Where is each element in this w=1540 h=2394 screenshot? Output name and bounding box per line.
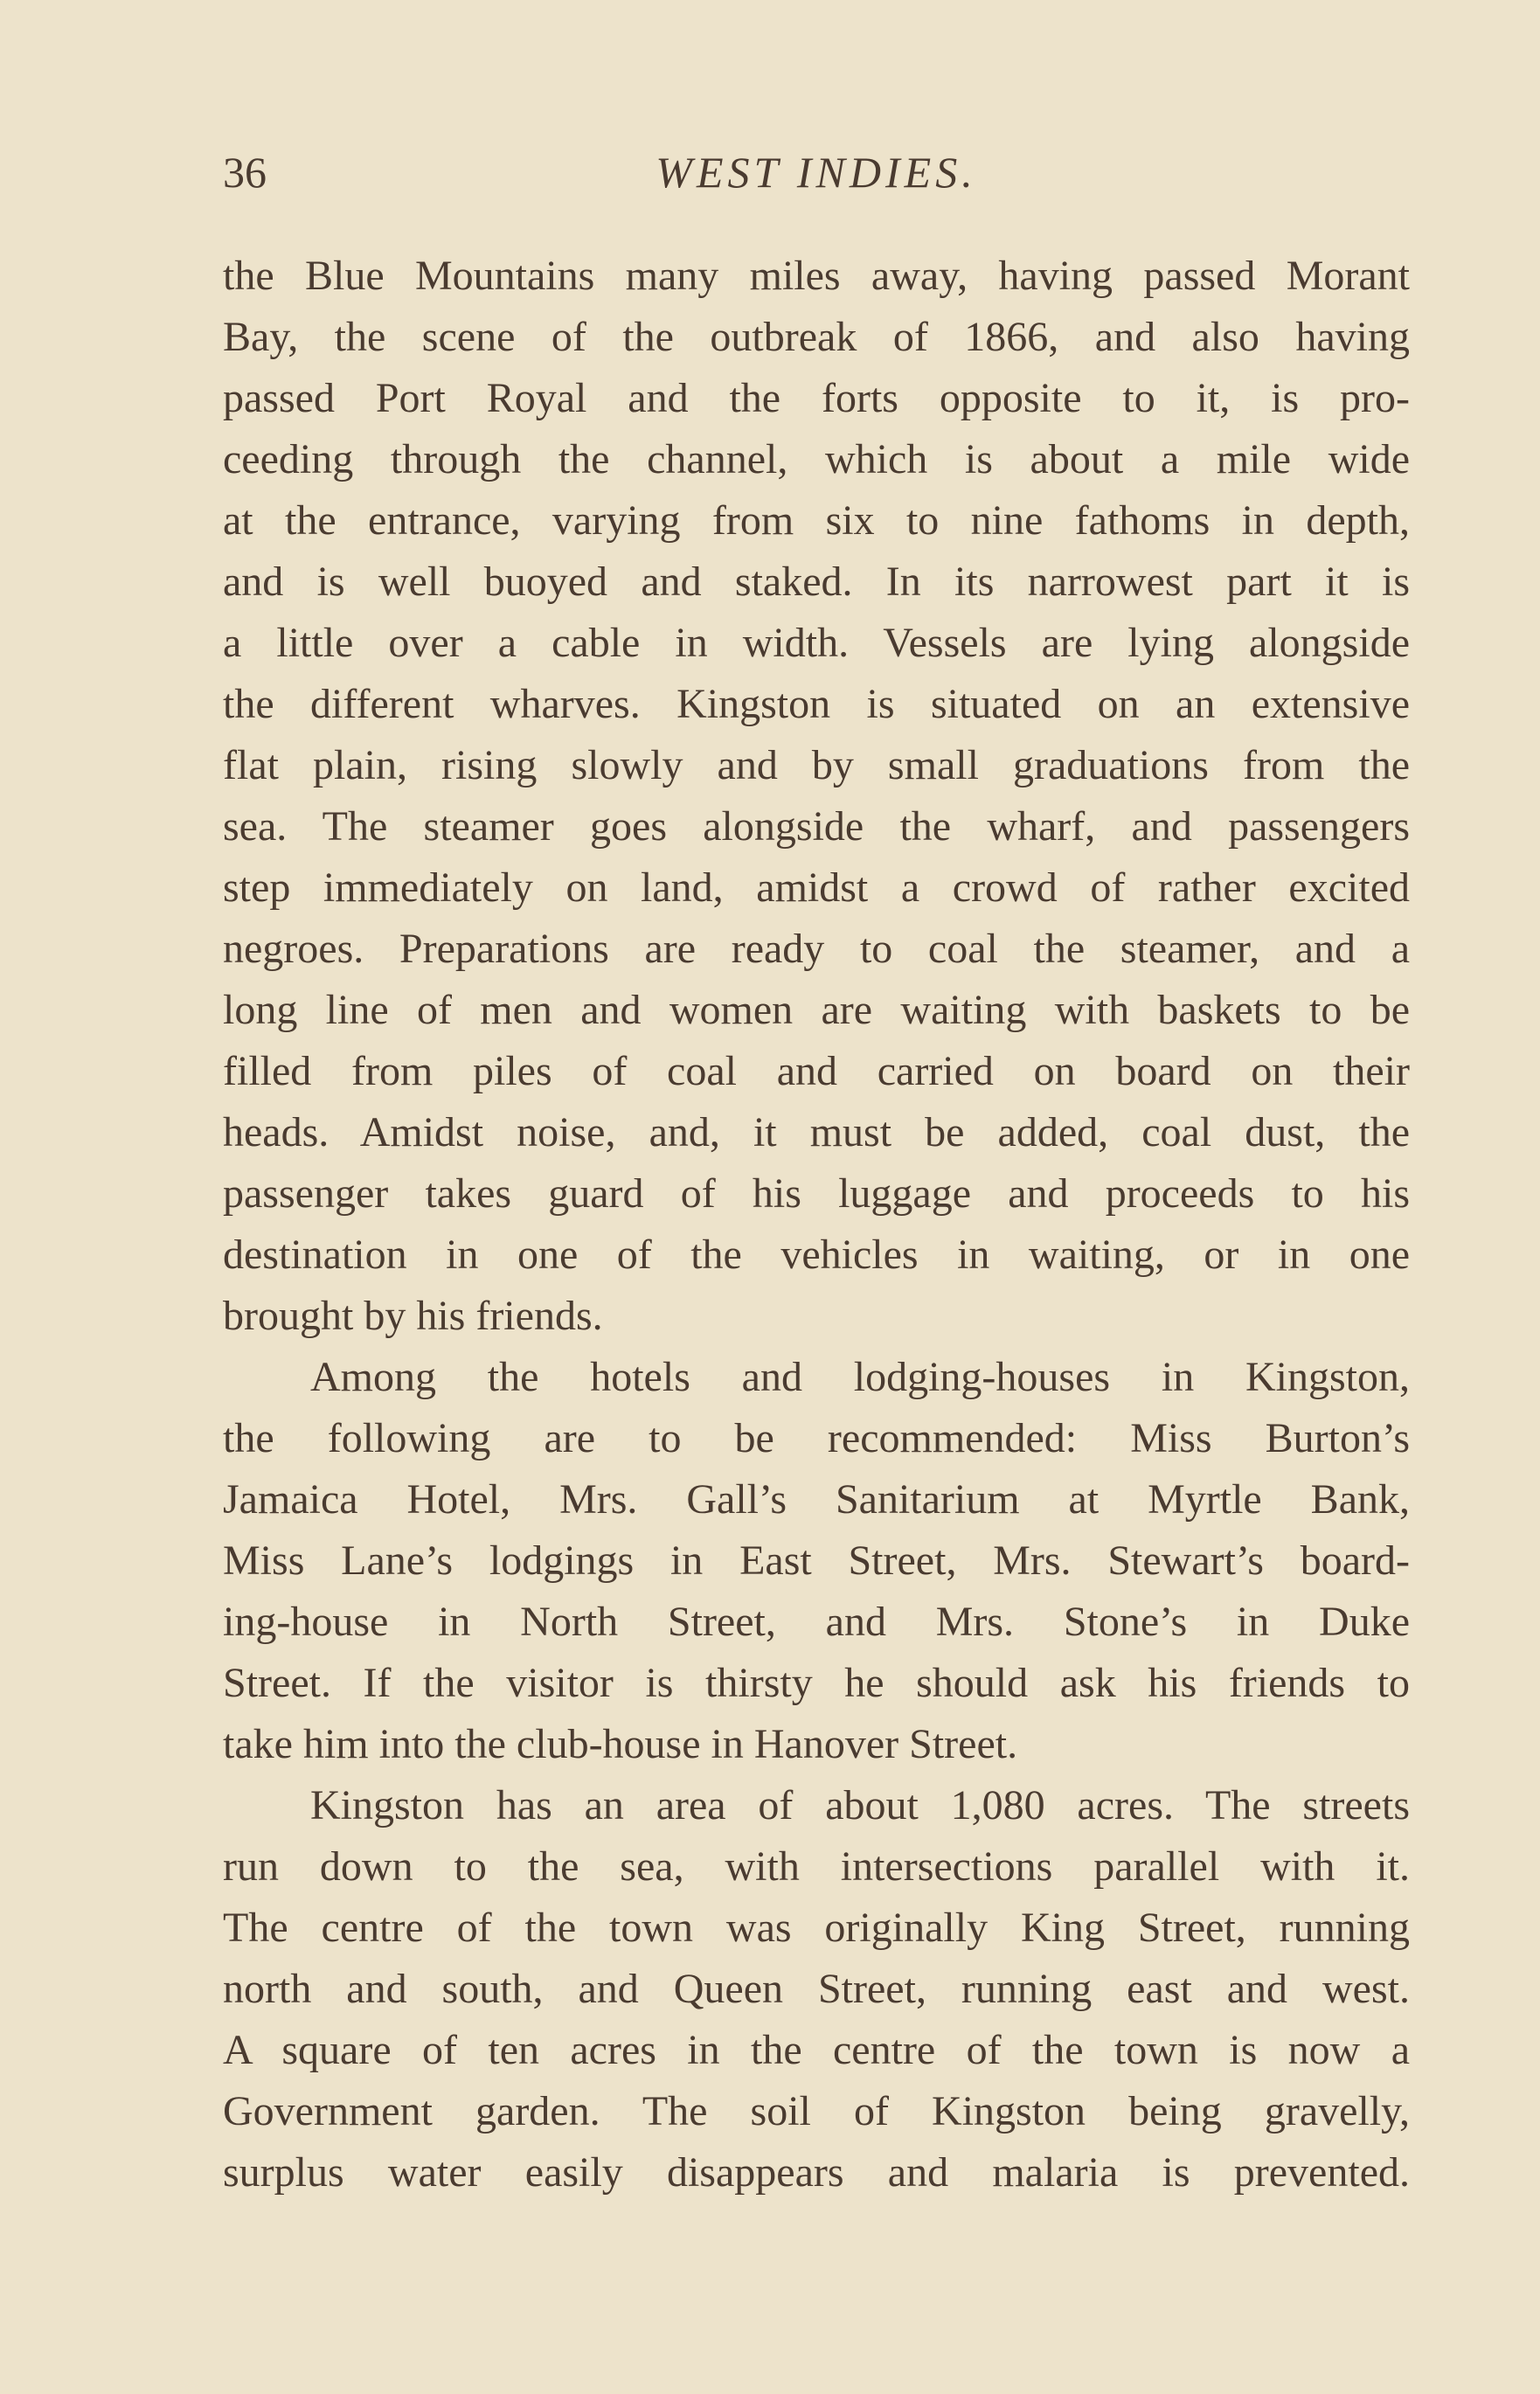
text-line: flat plain, rising slowly and by small graduations from the (223, 742, 1410, 788)
text-line: negroes. Preparations are ready to coal the steamer, and a (223, 926, 1410, 972)
text-line: A square of ten acres in the centre of the town is now a (223, 2027, 1410, 2073)
text-line: sea. The steamer goes alongside the wharf, and passengers (223, 803, 1410, 850)
text-line: Among the hotels and lodging-houses in Kingston, (310, 1354, 1410, 1400)
page-header (223, 142, 1410, 203)
page-number: 36 (223, 148, 267, 197)
text-line: step immediately on land, amidst a crowd of rather excited (223, 864, 1410, 911)
text-line: Kingston has an area of about 1,080 acres. The streets (310, 1782, 1410, 1828)
text-line: the different wharves. Kingston is situated on an extensive (223, 681, 1410, 727)
text-line: Government garden. The soil of Kingston being gravelly, (223, 2088, 1410, 2134)
text-line: the following are to be recommended: Miss Burton’s (223, 1415, 1410, 1461)
text-line: Miss Lane’s lodgings in East Street, Mrs. Stewart’s board- (223, 1537, 1410, 1584)
text-line: take him into the club-house in Hanover Street. (223, 1721, 1018, 1767)
text-line: passenger takes guard of his luggage and proceeds to his (223, 1170, 1410, 1217)
text-line: destination in one of the vehicles in waiting, or in one (223, 1232, 1410, 1278)
text-line: heads. Amidst noise, and, it must be added, coal dust, the (223, 1109, 1410, 1155)
text-line: long line of men and women are waiting with baskets to be (223, 987, 1410, 1033)
text-line: ing-house in North Street, and Mrs. Stone’s in Duke (223, 1599, 1410, 1645)
text-line: filled from piles of coal and carried on board on their (223, 1048, 1410, 1094)
text-line: at the entrance, varying from six to nine fathoms in depth, (223, 497, 1410, 544)
body-text (223, 246, 1410, 2203)
text-line: Street. If the visitor is thirsty he should ask his friends to (223, 1660, 1410, 1706)
text-line: surplus water easily disappears and malaria is prevented. (223, 2149, 1410, 2196)
text-line: Jamaica Hotel, Mrs. Gall’s Sanitarium at Myrtle Bank, (223, 1476, 1410, 1523)
text-line: the Blue Mountains many miles away, having passed Morant (223, 253, 1410, 299)
text-line: and is well buoyed and staked. In its narrowest part it is (223, 559, 1410, 605)
text-line: passed Port Royal and the forts opposite to it, is pro- (223, 375, 1410, 421)
text-line: run down to the sea, with intersections parallel with it. (223, 1843, 1410, 1890)
text-line: Bay, the scene of the outbreak of 1866, and also having (223, 314, 1410, 360)
text-line: north and south, and Queen Street, running east and west. (223, 1966, 1410, 2012)
running-head: WEST INDIES. (656, 148, 977, 197)
text-line: a little over a cable in width. Vessels are lying alongside (223, 620, 1410, 666)
text-line: The centre of the town was originally King Street, running (223, 1905, 1410, 1951)
text-line: brought by his friends. (223, 1293, 603, 1339)
text-line: ceeding through the channel, which is about a mile wide (223, 436, 1410, 482)
